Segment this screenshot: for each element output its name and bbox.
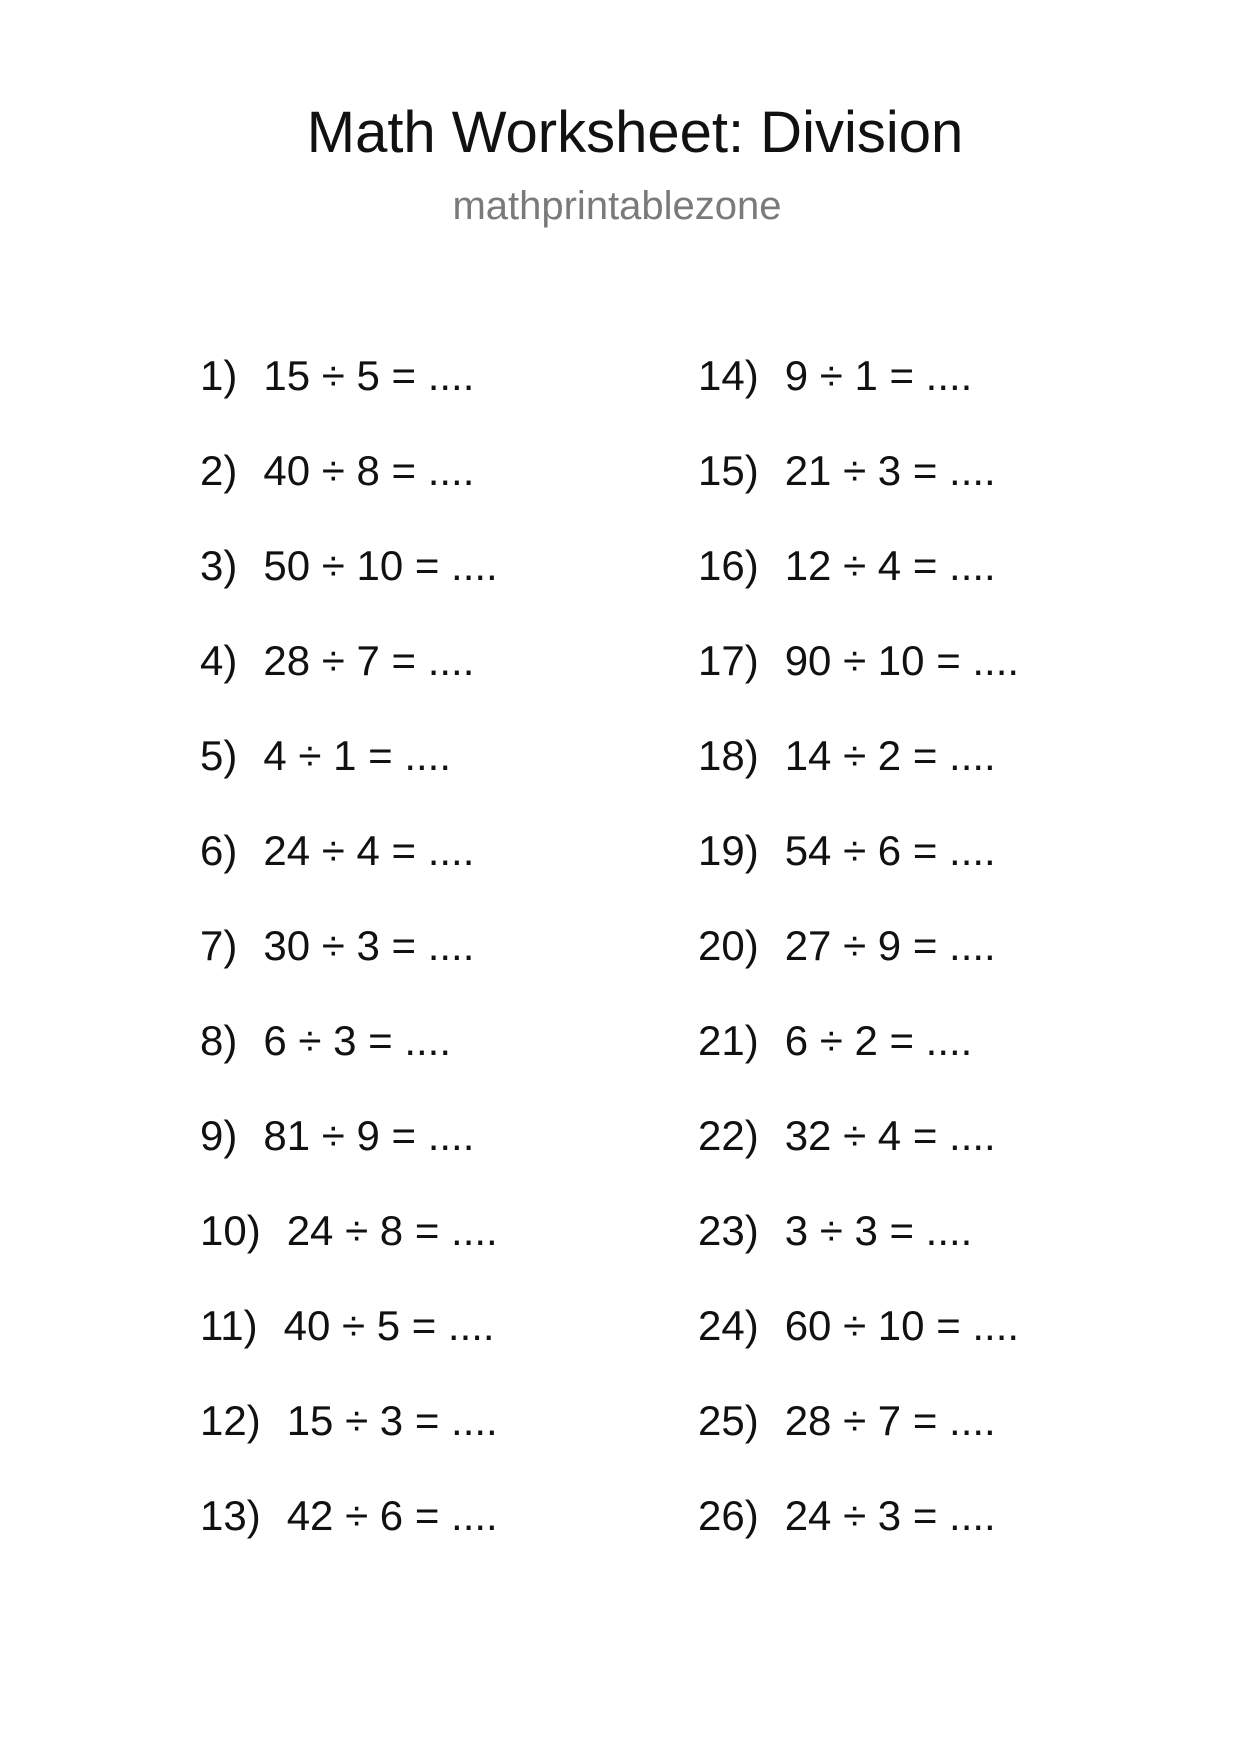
problem-item	[200, 1486, 498, 1581]
problem-expression: 28 ÷ 7 = ....	[784, 1397, 996, 1444]
problem-number: 7)	[200, 922, 238, 969]
problem-item	[200, 821, 498, 916]
problem-expression: 24 ÷ 8 = ....	[286, 1207, 498, 1254]
problem-item	[200, 1296, 498, 1391]
problem-number: 13)	[200, 1492, 261, 1539]
problem-item	[200, 1011, 498, 1106]
problem-number: 5)	[200, 732, 238, 779]
problem-expression: 40 ÷ 8 = ....	[263, 447, 475, 494]
problem-expression: 21 ÷ 3 = ....	[784, 447, 996, 494]
problem-item	[200, 536, 498, 631]
problem-expression: 24 ÷ 4 = ....	[263, 827, 475, 874]
problem-number: 19)	[698, 827, 759, 874]
problem-expression: 60 ÷ 10 = ....	[784, 1302, 1020, 1349]
problem-item	[200, 346, 498, 441]
problem-expression: 15 ÷ 5 = ....	[263, 352, 475, 399]
problem-number: 1)	[200, 352, 238, 399]
problem-item	[698, 1201, 1019, 1296]
problem-item	[698, 1296, 1019, 1391]
problem-number: 20)	[698, 922, 759, 969]
problem-expression: 6 ÷ 2 = ....	[784, 1017, 973, 1064]
problem-expression: 12 ÷ 4 = ....	[784, 542, 996, 589]
problem-item	[698, 441, 1019, 536]
problem-column-right	[698, 346, 1019, 1581]
problem-number: 21)	[698, 1017, 759, 1064]
problem-number: 26)	[698, 1492, 759, 1539]
problem-expression: 42 ÷ 6 = ....	[286, 1492, 498, 1539]
problem-expression: 15 ÷ 3 = ....	[286, 1397, 498, 1444]
problem-column-left	[200, 346, 498, 1581]
problem-number: 2)	[200, 447, 238, 494]
problem-expression: 50 ÷ 10 = ....	[263, 542, 498, 589]
problem-number: 16)	[698, 542, 759, 589]
problem-item	[200, 726, 498, 821]
problem-item	[698, 1011, 1019, 1106]
problem-number: 8)	[200, 1017, 238, 1064]
problem-number: 17)	[698, 637, 759, 684]
problem-expression: 6 ÷ 3 = ....	[263, 1017, 452, 1064]
problem-item	[200, 1201, 498, 1296]
problem-expression: 81 ÷ 9 = ....	[263, 1112, 475, 1159]
problem-number: 18)	[698, 732, 759, 779]
page-subtitle: mathprintablezone	[452, 184, 782, 228]
problem-item	[200, 1106, 498, 1201]
problem-item	[698, 1391, 1019, 1486]
problem-expression: 3 ÷ 3 = ....	[784, 1207, 973, 1254]
problem-expression: 14 ÷ 2 = ....	[784, 732, 996, 779]
problem-expression: 30 ÷ 3 = ....	[263, 922, 475, 969]
problem-number: 22)	[698, 1112, 759, 1159]
problem-item	[698, 1486, 1019, 1581]
page-title: Math Worksheet: Division	[306, 100, 964, 165]
problem-expression: 4 ÷ 1 = ....	[263, 732, 452, 779]
problem-expression: 90 ÷ 10 = ....	[784, 637, 1020, 684]
problem-expression: 54 ÷ 6 = ....	[784, 827, 996, 874]
problem-expression: 28 ÷ 7 = ....	[263, 637, 475, 684]
problem-item	[698, 631, 1019, 726]
problem-number: 25)	[698, 1397, 759, 1444]
problem-expression: 32 ÷ 4 = ....	[784, 1112, 996, 1159]
problem-item	[698, 536, 1019, 631]
problem-number: 12)	[200, 1397, 261, 1444]
problem-item	[698, 726, 1019, 821]
problem-item	[698, 916, 1019, 1011]
problem-item	[200, 631, 498, 726]
problem-number: 23)	[698, 1207, 759, 1254]
problem-expression: 40 ÷ 5 = ....	[283, 1302, 495, 1349]
problem-number: 9)	[200, 1112, 238, 1159]
problem-number: 11)	[200, 1302, 258, 1349]
problem-item	[200, 441, 498, 536]
problem-expression: 27 ÷ 9 = ....	[784, 922, 996, 969]
problem-number: 4)	[200, 637, 238, 684]
problem-number: 15)	[698, 447, 759, 494]
problem-item	[698, 346, 1019, 441]
problem-item	[200, 916, 498, 1011]
problem-number: 6)	[200, 827, 238, 874]
problem-item	[698, 821, 1019, 916]
problem-item	[698, 1106, 1019, 1201]
problem-number: 14)	[698, 352, 759, 399]
problem-number: 10)	[200, 1207, 261, 1254]
problem-expression: 24 ÷ 3 = ....	[784, 1492, 996, 1539]
problem-number: 3)	[200, 542, 238, 589]
problem-expression: 9 ÷ 1 = ....	[784, 352, 973, 399]
problem-item	[200, 1391, 498, 1486]
problem-number: 24)	[698, 1302, 759, 1349]
